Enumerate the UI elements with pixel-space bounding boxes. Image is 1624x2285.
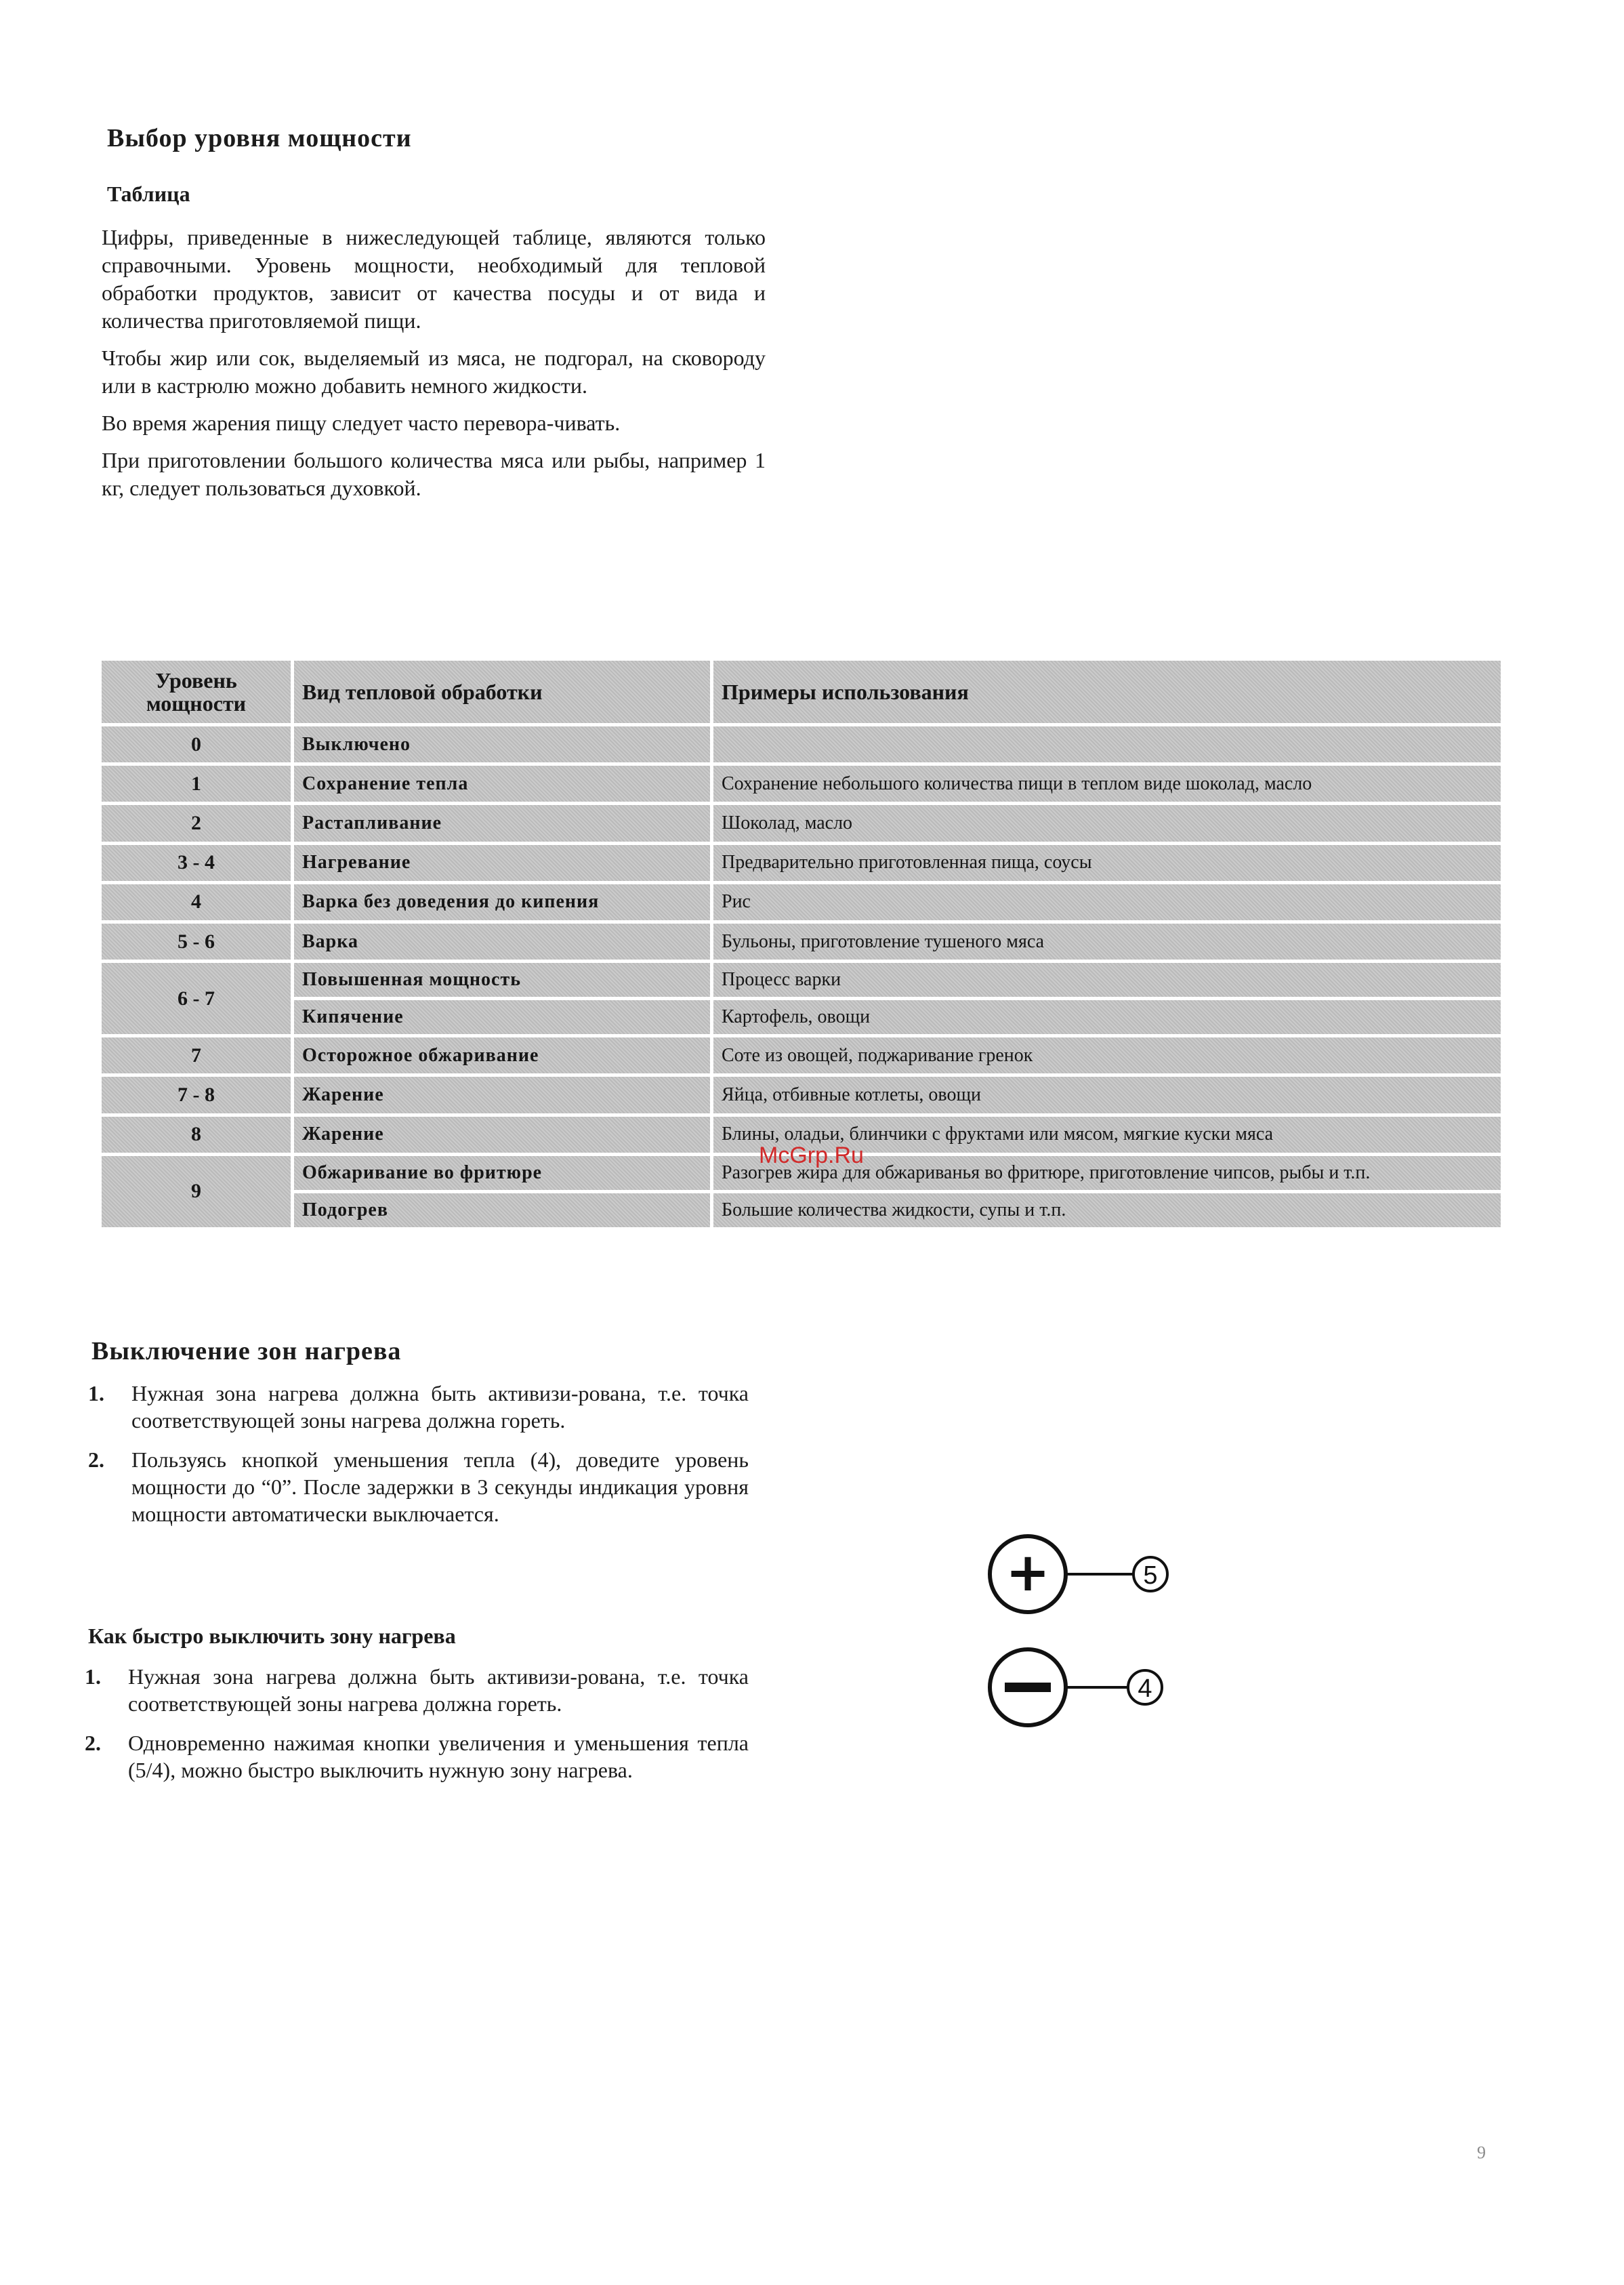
callout-label-4: 4 <box>1138 1674 1152 1703</box>
table-row <box>102 1077 1501 1113</box>
level-cell: 9 <box>102 1156 291 1227</box>
table-row <box>102 805 1501 841</box>
plus-button[interactable] <box>990 1536 1066 1612</box>
section-title-quick-off: Как быстро выключить зону нагрева <box>88 1624 456 1648</box>
kind-cell: Кипячение <box>294 1000 710 1034</box>
example-cell: Процесс варки <box>713 963 1501 997</box>
example-cell: Разогрев жира для обжариванья во фритюре, приготовление чипсов, рыбы и т.п. <box>713 1156 1501 1190</box>
example-cell: Соте из овощей, поджаривание гренок <box>713 1037 1501 1073</box>
list-text: Нужная зона нагрева должна быть активизи-рована, т.е. точка соответствующей зоны нагрева должна гореть. <box>131 1381 749 1433</box>
switch-off-steps <box>88 1380 749 1540</box>
quick-off-steps <box>85 1663 749 1796</box>
list-number: 1. <box>85 1664 101 1689</box>
paragraph: Чтобы жир или сок, выделяемый из мяса, не подгорал, на сковороду или в кастрюлю можно добавить немного жидкости. <box>102 346 766 398</box>
table-row <box>102 963 1501 997</box>
list-number: 2. <box>88 1447 104 1472</box>
level-cell: 3 - 4 <box>102 845 291 881</box>
example-cell: Блины, оладьи, блинчики с фруктами или мясом, мягкие куски мяса <box>713 1117 1501 1153</box>
list-item <box>85 1663 749 1717</box>
kind-cell: Осторожное обжаривание <box>294 1037 710 1073</box>
table-row <box>102 884 1501 920</box>
plus-icon: + <box>1005 1542 1050 1603</box>
level-cell: 6 - 7 <box>102 963 291 1034</box>
table-row <box>102 766 1501 802</box>
table-subtitle: Таблица <box>107 182 190 206</box>
level-cell: 5 - 6 <box>102 924 291 960</box>
table-row <box>102 924 1501 960</box>
header-usage-examples: Примеры использования <box>713 661 1501 723</box>
level-cell: 2 <box>102 805 291 841</box>
level-cell: 0 <box>102 726 291 762</box>
kind-cell: Сохранение тепла <box>294 766 710 802</box>
list-text: Пользуясь кнопкой уменьшения тепла (4), доведите уровень мощности до “0”. После задержки в 3 секунды индикация уровня мощности автоматически выключается. <box>131 1447 749 1526</box>
kind-cell: Растапливание <box>294 805 710 841</box>
example-cell: Сохранение небольшого количества пищи в теплом виде шоколад, масло <box>713 766 1501 802</box>
intro-text-block <box>102 224 766 502</box>
list-item <box>88 1446 749 1527</box>
level-cell: 4 <box>102 884 291 920</box>
list-number: 1. <box>88 1381 104 1405</box>
table-row <box>102 726 1501 762</box>
minus-button[interactable] <box>990 1649 1066 1725</box>
example-cell: Картофель, овощи <box>713 1000 1501 1034</box>
example-cell: Бульоны, приготовление тушеного мяса <box>713 924 1501 960</box>
control-buttons-diagram <box>986 1518 1230 1735</box>
kind-cell: Выключено <box>294 726 710 762</box>
kind-cell: Подогрев <box>294 1193 710 1227</box>
paragraph: Цифры, приведенные в нижеследующей таблице, являются только справочными. Уровень мощности, необходимый для тепловой обработки продуктов, зависит от качества посуды и от вида и количества приготовляемой пищи. <box>102 225 766 333</box>
table-header-row <box>102 661 1501 723</box>
example-cell: Рис <box>713 884 1501 920</box>
paragraph: Во время жарения пищу следует часто перевора-чивать. <box>102 411 621 435</box>
kind-cell: Жарение <box>294 1077 710 1113</box>
list-item <box>88 1380 749 1434</box>
table-row <box>102 1000 1501 1034</box>
example-cell <box>713 726 1501 762</box>
example-cell: Предварительно приготовленная пища, соусы <box>713 845 1501 881</box>
kind-cell: Повышенная мощность <box>294 963 710 997</box>
kind-cell: Варка <box>294 924 710 960</box>
page-number: 9 <box>1477 2143 1486 2162</box>
header-power-level: Уровень мощности <box>102 661 291 723</box>
list-number: 2. <box>85 1731 101 1755</box>
header-cooking-type: Вид тепловой обработки <box>294 661 710 723</box>
kind-cell: Жарение <box>294 1117 710 1153</box>
list-text: Одновременно нажимая кнопки увеличения и уменьшения тепла (5/4), можно быстро выключить нужную зону нагрева. <box>128 1731 749 1782</box>
kind-cell: Варка без доведения до кипения <box>294 884 710 920</box>
example-cell: Большие количества жидкости, супы и т.п. <box>713 1193 1501 1227</box>
paragraph: При приготовлении большого количества мяса или рыбы, например 1 кг, следует пользоваться духовкой. <box>102 448 766 500</box>
list-text: Нужная зона нагрева должна быть активизи-рована, т.е. точка соответствующей зоны нагрева должна гореть. <box>128 1664 749 1716</box>
level-cell: 1 <box>102 766 291 802</box>
list-item <box>85 1729 749 1784</box>
kind-cell: Обжаривание во фритюре <box>294 1156 710 1190</box>
section-title-switch-off: Выключение зон нагрева <box>91 1337 402 1365</box>
example-cell: Шоколад, масло <box>713 805 1501 841</box>
level-cell: 7 - 8 <box>102 1077 291 1113</box>
section-title-power-level: Выбор уровня мощности <box>107 124 412 152</box>
table-row <box>102 1193 1501 1227</box>
watermark: McGrp.Ru <box>759 1142 864 1168</box>
callout-label-5: 5 <box>1143 1561 1158 1590</box>
table-row <box>102 1037 1501 1073</box>
table-row <box>102 845 1501 881</box>
kind-cell: Нагревание <box>294 845 710 881</box>
level-cell: 7 <box>102 1037 291 1073</box>
level-cell: 8 <box>102 1117 291 1153</box>
example-cell: Яйца, отбивные котлеты, овощи <box>713 1077 1501 1113</box>
